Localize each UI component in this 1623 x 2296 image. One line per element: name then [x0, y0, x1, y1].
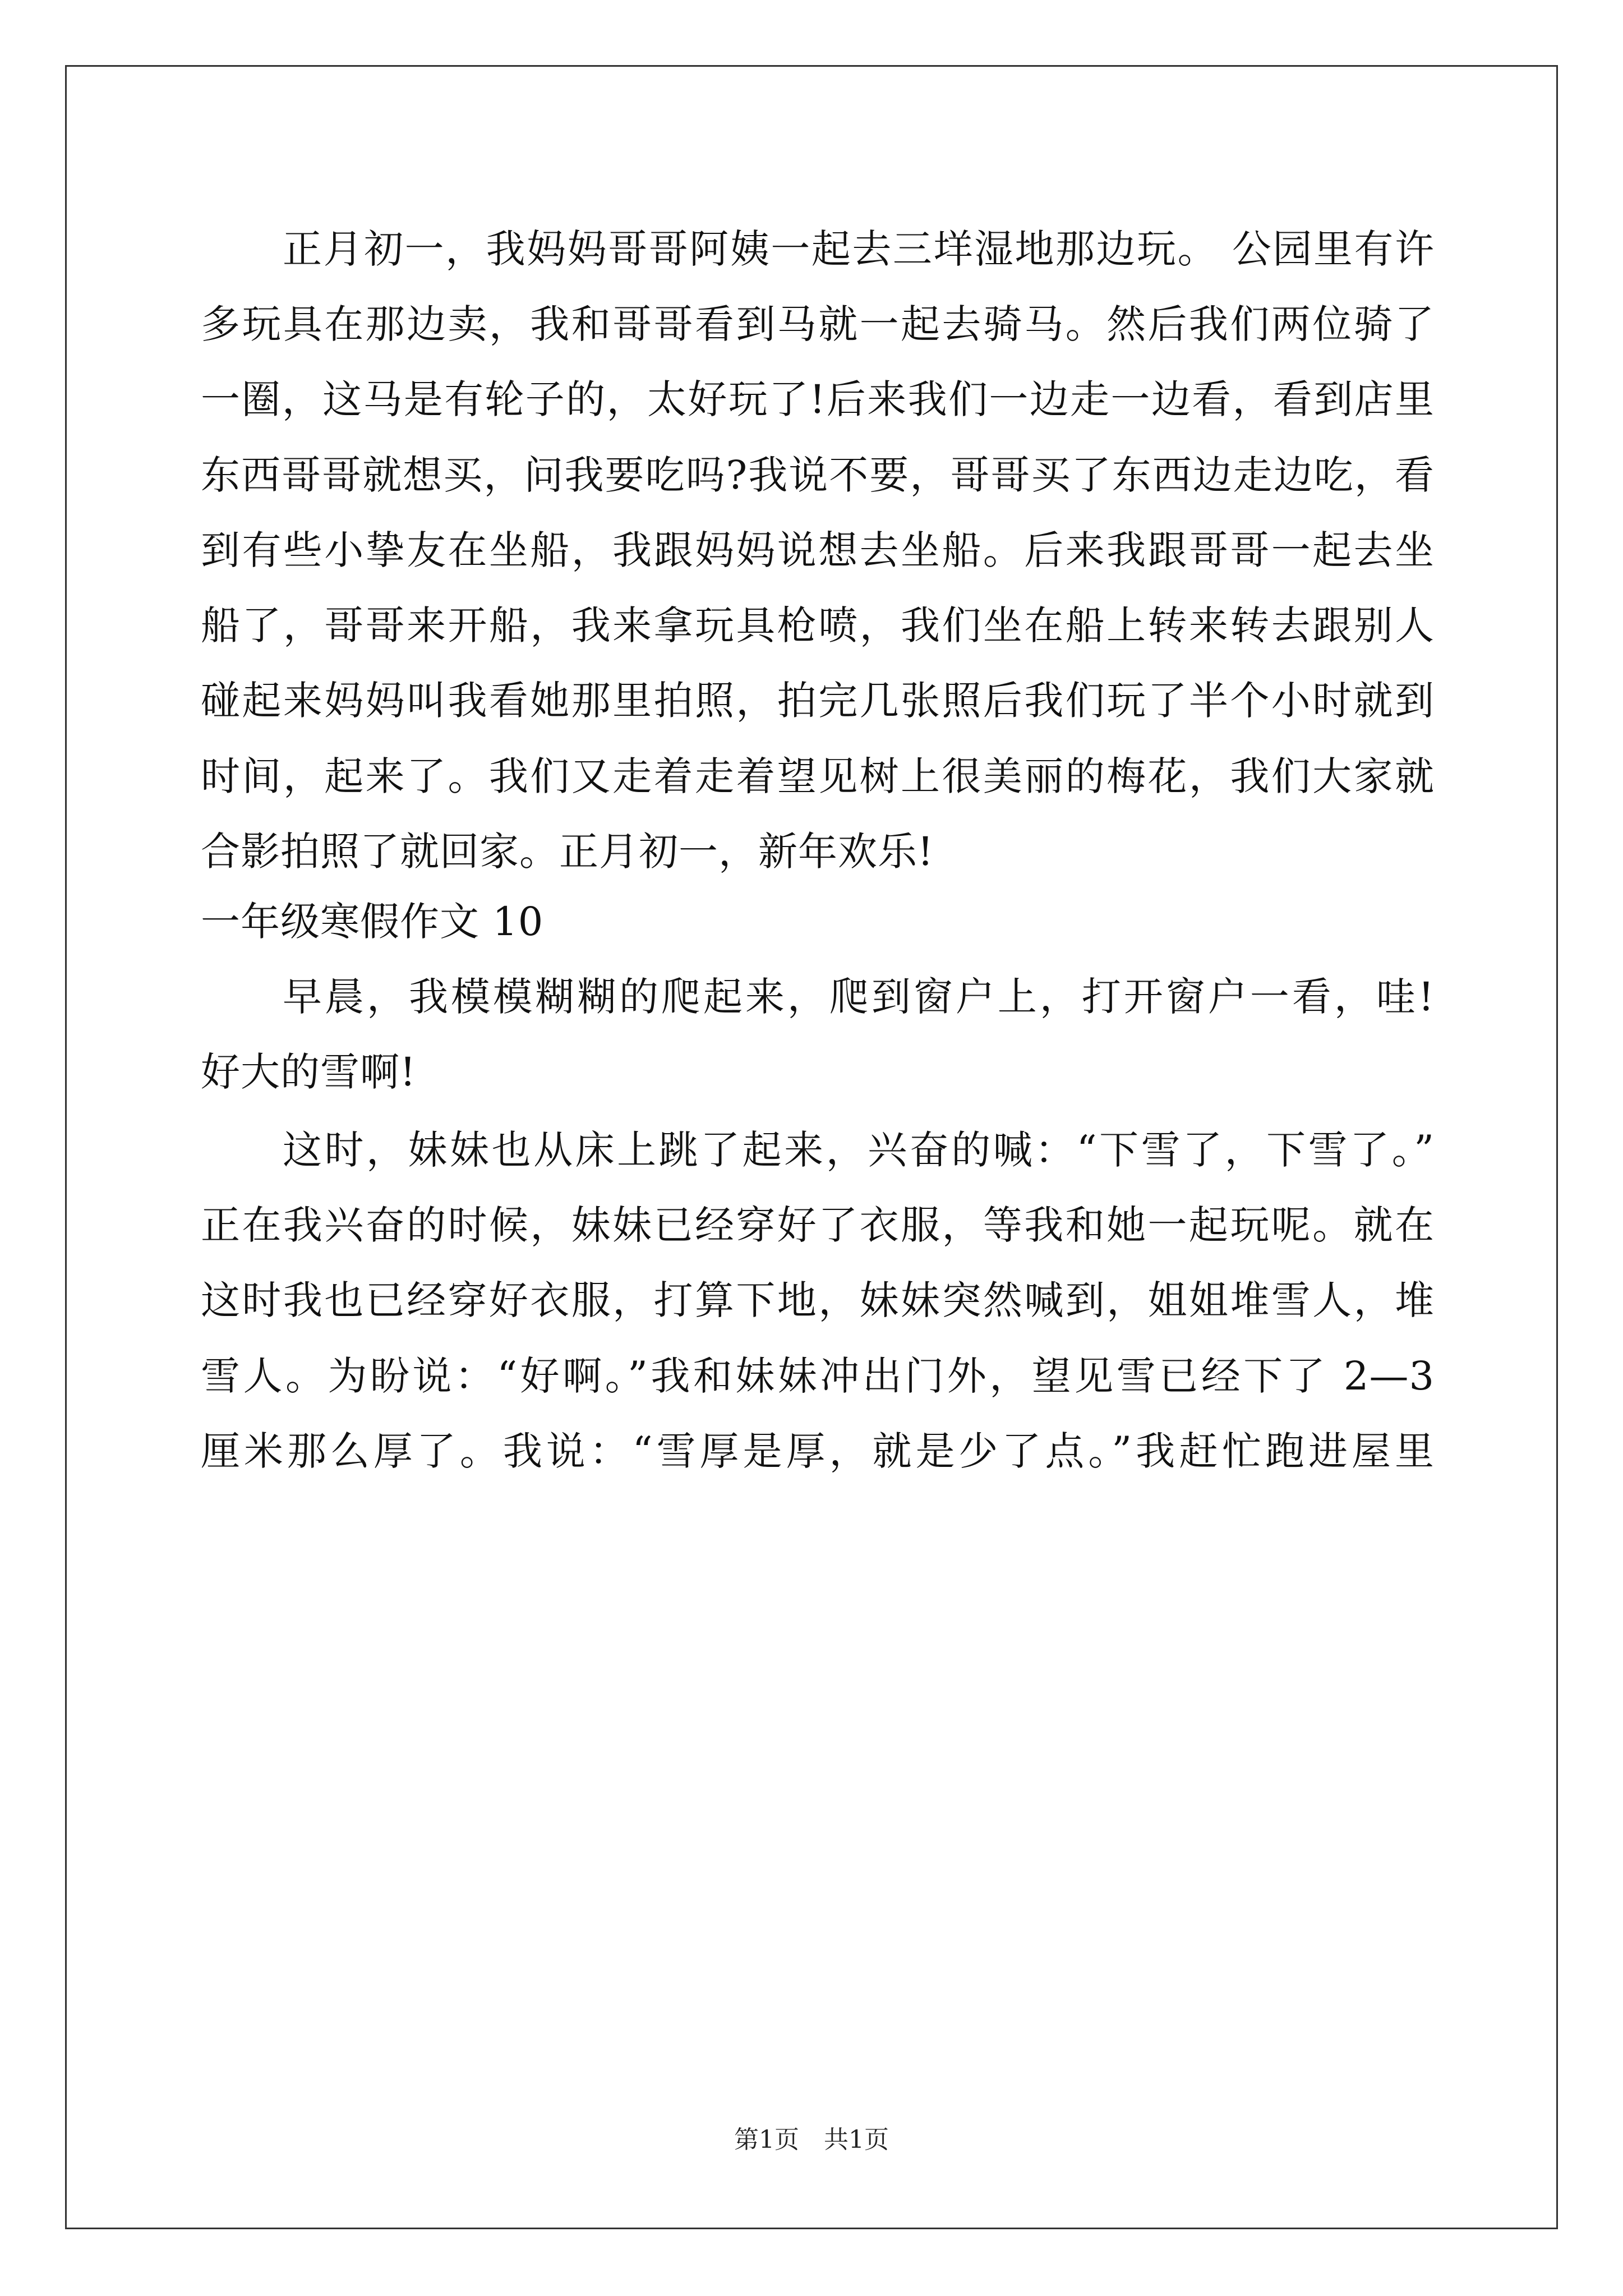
- paragraph-line: 好大的雪啊!: [201, 1049, 417, 1095]
- page-footer: [0, 2123, 1623, 2157]
- paragraph-line: 这时我也已经穿好衣服，打算下地，妹妹突然喊到，姐姐堆雪人，堆: [201, 1277, 1435, 1323]
- paragraph-line: 早晨，我模模糊糊的爬起来，爬到窗户上，打开窗户一看，哇!: [283, 974, 1435, 1020]
- paragraph-line: 厘米那么厚了。我说：“雪厚是厚，就是少了点。”我赶忙跑进屋里: [201, 1428, 1435, 1474]
- section-heading: 一年级寒假作文 10: [201, 899, 544, 945]
- paragraph-line: 这时，妹妹也从床上跳了起来，兴奋的喊：“下雪了，下雪了。”: [283, 1127, 1435, 1173]
- page-number: 第1页: [734, 2125, 799, 2154]
- paragraph-line: 正月初一，我妈妈哥哥阿姨一起去三垟湿地那边玩。 公园里有许: [283, 226, 1435, 272]
- paragraph-line: 碰起来妈妈叫我看她那里拍照，拍完几张照后我们玩了半个小时就到: [201, 678, 1435, 724]
- paragraph-line: 正在我兴奋的时候，妹妹已经穿好了衣服，等我和她一起玩呢。就在: [201, 1202, 1435, 1248]
- paragraph-line: 一圈，这马是有轮子的，太好玩了!后来我们一边走一边看，看到店里: [201, 376, 1435, 422]
- paragraph-line: 多玩具在那边卖，我和哥哥看到马就一起去骑马。然后我们两位骑了: [201, 301, 1435, 347]
- paragraph-line: 时间，起来了。我们又走着走着望见树上很美丽的梅花，我们大家就: [201, 753, 1435, 799]
- paragraph-line: 到有些小挚友在坐船，我跟妈妈说想去坐船。后来我跟哥哥一起去坐: [201, 527, 1435, 573]
- paragraph-line: 合影拍照了就回家。正月初一，新年欢乐!: [201, 829, 934, 875]
- paragraph-line: 东西哥哥就想买，问我要吃吗?我说不要，哥哥买了东西边走边吃，看: [201, 452, 1435, 498]
- paragraph-line: 船了，哥哥来开船，我来拿玩具枪喷，我们坐在船上转来转去跟别人: [201, 602, 1435, 648]
- paragraph-line: 雪人。为盼说：“好啊。”我和妹妹冲出门外，望见雪已经下了 2—3: [201, 1353, 1435, 1399]
- page-total: 共1页: [824, 2125, 889, 2154]
